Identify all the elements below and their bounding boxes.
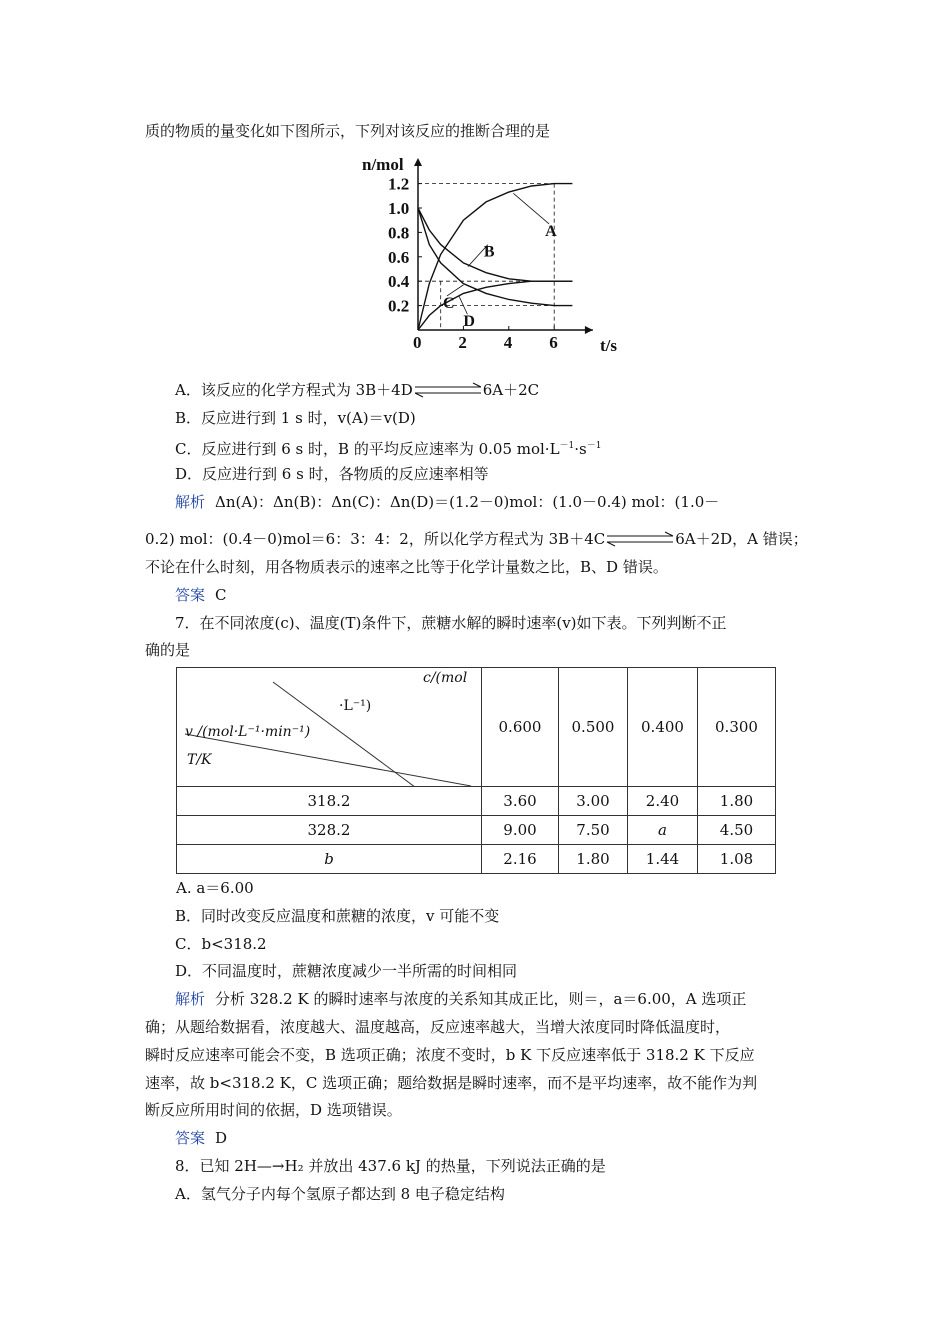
column-header: 0.600	[482, 668, 559, 787]
q7-stem-line-1: 7．在不同浓度(c)、温度(T)条件下，蔗糖水解的瞬时速率(v)如下表。下列判断不正	[175, 614, 727, 632]
q6-option-d: D．反应进行到 6 s 时，各物质的反应速率相等	[175, 465, 489, 483]
table-cell: 4.50	[698, 816, 776, 845]
table-row	[177, 816, 776, 845]
series-a-line	[418, 184, 572, 330]
row-temperature: 318.2	[177, 787, 482, 816]
mole-time-chart	[352, 150, 642, 360]
series-a-leader	[513, 193, 549, 224]
header-c-unit: ·L⁻¹)	[339, 698, 372, 714]
equilibrium-arrow-icon	[605, 530, 675, 550]
jiexi-label: 解析	[175, 493, 206, 511]
table-row	[177, 845, 776, 874]
q6-answer: 答案 C	[175, 586, 227, 604]
y-axis-label: n/mol	[362, 155, 404, 174]
x-tick-label: 6	[549, 333, 558, 352]
intro-text: 质的物质的量变化如下图所示，下列对该反应的推断合理的是	[145, 122, 551, 140]
table-cell: 3.00	[559, 787, 628, 816]
q7-option-a: A. a＝6.00	[176, 879, 254, 897]
answer-label: 答案	[175, 586, 206, 604]
x-axis-arrow-icon	[585, 326, 593, 334]
q6-explanation-line-2: 0.2) mol：(0.4－0)mol＝6：3：4：2，所以化学方程式为 3B＋4C 6A＋2D，A 错误；	[145, 530, 808, 548]
column-header: 0.300	[698, 668, 776, 787]
q6-option-a: A．该反应的化学方程式为 3B＋4D 6A＋2C	[175, 381, 540, 399]
q7-explanation-line-2: 确；从题给数据看，浓度越大、温度越高，反应速率越大，当增大浓度同时降低温度时，	[145, 1018, 731, 1036]
table-header-diagonal-cell	[177, 668, 482, 787]
row-temperature: 328.2	[177, 816, 482, 845]
y-tick-label: 0.6	[388, 247, 410, 267]
series-c-label: C	[442, 294, 455, 312]
row-temperature: b	[177, 845, 482, 874]
x-tick-label: 2	[458, 333, 467, 352]
y-tick-label: 0.4	[388, 272, 410, 292]
y-axis-arrow-icon	[414, 158, 422, 166]
table-cell: 1.80	[698, 787, 776, 816]
y-tick-label: 1.2	[388, 174, 410, 194]
rate-table	[176, 667, 776, 874]
y-tick-label: 0.8	[388, 223, 410, 243]
y-tick-label: 0.2	[388, 296, 410, 316]
x-axis-label: t/s	[600, 336, 617, 355]
table-cell: 2.40	[628, 787, 698, 816]
table-row	[177, 787, 776, 816]
answer-label: 答案	[175, 1129, 206, 1147]
table-cell: 7.50	[559, 816, 628, 845]
q7-explanation-line-4: 速率，故 b<318.2 K，C 选项正确；题给数据是瞬时速率，而不是平均速率，故不能作为判	[145, 1074, 758, 1092]
q7-explanation-line-1: 解析 分析 328.2 K 的瞬时速率与浓度的关系知其成正比，则＝，a＝6.00，A 选项正	[175, 990, 747, 1008]
table-cell: a	[628, 816, 698, 845]
q7-explanation-line-5: 断反应所用时间的依据，D 选项错误。	[145, 1101, 402, 1119]
x-tick-label: 0	[413, 333, 422, 352]
table-cell: 1.08	[698, 845, 776, 874]
jiexi-label: 解析	[175, 990, 206, 1008]
column-header: 0.400	[628, 668, 698, 787]
q8-stem: 8．已知 2H—→H₂ 并放出 437.6 kJ 的热量，下列说法正确的是	[175, 1157, 606, 1175]
table-cell: 1.44	[628, 845, 698, 874]
q7-option-c: C．b<318.2	[175, 935, 267, 953]
series-d-label: D	[463, 313, 475, 331]
q7-explanation-line-3: 瞬时反应速率可能会不变，B 选项正确；浓度不变时，b K 下反应速率低于 318.2 K 下反应	[145, 1046, 755, 1064]
table-cell: 9.00	[482, 816, 559, 845]
q7-answer: 答案 D	[175, 1129, 228, 1147]
q6-option-c: C．反应进行到 6 s 时，B 的平均反应速率为 0.05 $mol\cdot L^{-1}\cdot s^{-1}$	[175, 440, 602, 458]
table-cell: 3.60	[482, 787, 559, 816]
equilibrium-arrow-icon	[413, 381, 483, 401]
x-tick-label: 4	[503, 333, 513, 352]
q7-stem-line-2: 确的是	[145, 641, 191, 659]
q6-explanation-line-1: 解析 Δn(A)：Δn(B)：Δn(C)：Δn(D)＝(1.2－0)mol：(1.0－0.4) mol：(1.0－	[175, 493, 720, 511]
series-b-label: B	[483, 243, 495, 261]
y-tick-label: 1.0	[388, 199, 410, 218]
q7-option-b: B．同时改变反应温度和蔗糖的浓度，v 可能不变	[175, 907, 500, 925]
q6-explanation-line-3: 不论在什么时刻，用各物质表示的速率之比等于化学计量数之比，B、D 错误。	[145, 558, 668, 576]
header-t-label: T/K	[187, 752, 212, 768]
series-a-label: A	[545, 222, 557, 240]
header-v-label: v /(mol·L⁻¹·min⁻¹)	[185, 724, 311, 740]
q6-option-b: B．反应进行到 1 s 时，v(A)＝v(D)	[175, 409, 416, 427]
series-d-leader	[459, 296, 468, 314]
column-header: 0.500	[559, 668, 628, 787]
table-cell: 2.16	[482, 845, 559, 874]
q7-option-d: D．不同温度时，蔗糖浓度减少一半所需的时间相同	[175, 962, 518, 980]
series-b-line	[418, 208, 572, 281]
table-cell: 1.80	[559, 845, 628, 874]
header-c-label: c/(mol	[423, 670, 468, 686]
q8-option-a: A．氢气分子内每个氢原子都达到 8 电子稳定结构	[175, 1185, 505, 1203]
